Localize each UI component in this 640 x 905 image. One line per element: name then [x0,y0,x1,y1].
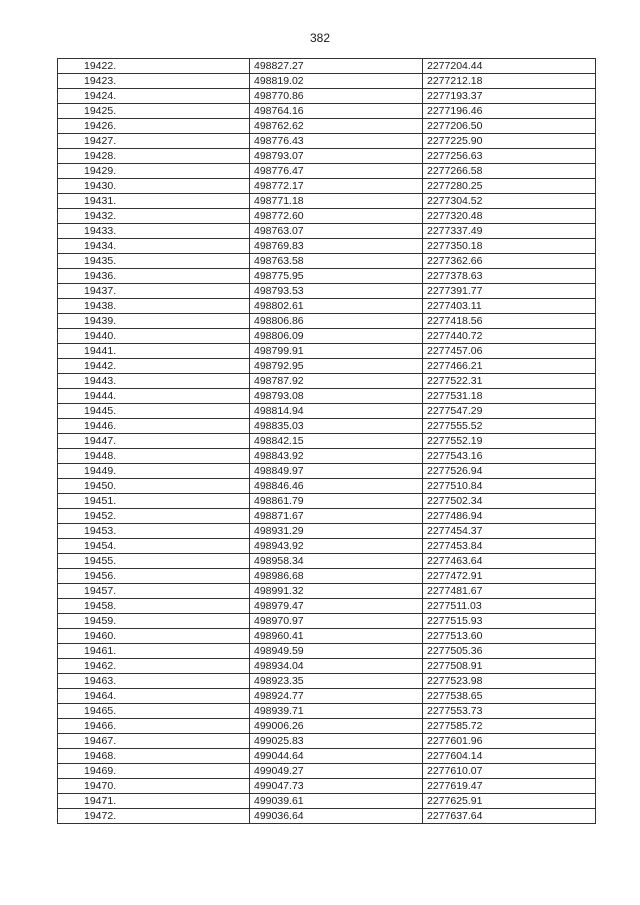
point-number-cell: 19455. [58,554,250,569]
x-coordinate-cell: 498776.43 [250,134,423,149]
x-coordinate-cell: 498763.07 [250,224,423,239]
table-row [58,374,596,389]
table-row [58,704,596,719]
x-coordinate-cell: 499006.26 [250,719,423,734]
table-row [58,404,596,419]
y-coordinate-cell: 2277511.03 [423,599,596,614]
table-row [58,329,596,344]
y-coordinate-cell: 2277212.18 [423,74,596,89]
x-coordinate-cell: 498793.07 [250,149,423,164]
coordinates-table [57,58,596,824]
point-number-cell: 19458. [58,599,250,614]
point-number-cell: 19447. [58,434,250,449]
table-row [58,539,596,554]
coordinates-table-body [58,59,596,824]
x-coordinate-cell: 499036.64 [250,809,423,824]
x-coordinate-cell: 498769.83 [250,239,423,254]
y-coordinate-cell: 2277280.25 [423,179,596,194]
x-coordinate-cell: 498943.92 [250,539,423,554]
table-row [58,569,596,584]
x-coordinate-cell: 498843.92 [250,449,423,464]
point-number-cell: 19465. [58,704,250,719]
x-coordinate-cell: 498934.04 [250,659,423,674]
point-number-cell: 19448. [58,449,250,464]
x-coordinate-cell: 499039.61 [250,794,423,809]
table-row [58,284,596,299]
point-number-cell: 19444. [58,389,250,404]
y-coordinate-cell: 2277505.36 [423,644,596,659]
x-coordinate-cell: 498960.41 [250,629,423,644]
point-number-cell: 19451. [58,494,250,509]
x-coordinate-cell: 498772.17 [250,179,423,194]
y-coordinate-cell: 2277610.07 [423,764,596,779]
y-coordinate-cell: 2277547.29 [423,404,596,419]
y-coordinate-cell: 2277481.67 [423,584,596,599]
y-coordinate-cell: 2277403.11 [423,299,596,314]
x-coordinate-cell: 498979.47 [250,599,423,614]
x-coordinate-cell: 499025.83 [250,734,423,749]
y-coordinate-cell: 2277266.58 [423,164,596,179]
x-coordinate-cell: 498793.08 [250,389,423,404]
point-number-cell: 19439. [58,314,250,329]
y-coordinate-cell: 2277604.14 [423,749,596,764]
point-number-cell: 19427. [58,134,250,149]
y-coordinate-cell: 2277457.06 [423,344,596,359]
table-row [58,119,596,134]
y-coordinate-cell: 2277391.77 [423,284,596,299]
y-coordinate-cell: 2277523.98 [423,674,596,689]
table-row [58,134,596,149]
x-coordinate-cell: 498931.29 [250,524,423,539]
point-number-cell: 19469. [58,764,250,779]
point-number-cell: 19443. [58,374,250,389]
table-row [58,554,596,569]
y-coordinate-cell: 2277552.19 [423,434,596,449]
y-coordinate-cell: 2277538.65 [423,689,596,704]
x-coordinate-cell: 498871.67 [250,509,423,524]
x-coordinate-cell: 498958.34 [250,554,423,569]
table-row [58,74,596,89]
x-coordinate-cell: 498923.35 [250,674,423,689]
table-row [58,629,596,644]
point-number-cell: 19437. [58,284,250,299]
y-coordinate-cell: 2277472.91 [423,569,596,584]
point-number-cell: 19456. [58,569,250,584]
table-row [58,689,596,704]
point-number-cell: 19454. [58,539,250,554]
x-coordinate-cell: 498775.95 [250,269,423,284]
table-row [58,419,596,434]
x-coordinate-cell: 498842.15 [250,434,423,449]
table-row [58,209,596,224]
y-coordinate-cell: 2277225.90 [423,134,596,149]
y-coordinate-cell: 2277320.48 [423,209,596,224]
table-row [58,509,596,524]
point-number-cell: 19446. [58,419,250,434]
table-row [58,299,596,314]
table-row [58,749,596,764]
x-coordinate-cell: 498772.60 [250,209,423,224]
point-number-cell: 19464. [58,689,250,704]
point-number-cell: 19428. [58,149,250,164]
point-number-cell: 19433. [58,224,250,239]
point-number-cell: 19432. [58,209,250,224]
table-row [58,719,596,734]
x-coordinate-cell: 498792.95 [250,359,423,374]
point-number-cell: 19468. [58,749,250,764]
y-coordinate-cell: 2277553.73 [423,704,596,719]
x-coordinate-cell: 498770.86 [250,89,423,104]
table-row [58,599,596,614]
point-number-cell: 19431. [58,194,250,209]
point-number-cell: 19430. [58,179,250,194]
y-coordinate-cell: 2277378.63 [423,269,596,284]
table-row [58,359,596,374]
y-coordinate-cell: 2277531.18 [423,389,596,404]
x-coordinate-cell: 498802.61 [250,299,423,314]
table-row [58,224,596,239]
table-row [58,794,596,809]
table-row [58,269,596,284]
x-coordinate-cell: 498806.86 [250,314,423,329]
x-coordinate-cell: 498819.02 [250,74,423,89]
y-coordinate-cell: 2277510.84 [423,479,596,494]
y-coordinate-cell: 2277526.94 [423,464,596,479]
y-coordinate-cell: 2277585.72 [423,719,596,734]
x-coordinate-cell: 498970.97 [250,614,423,629]
point-number-cell: 19457. [58,584,250,599]
x-coordinate-cell: 498991.32 [250,584,423,599]
x-coordinate-cell: 498799.91 [250,344,423,359]
table-row [58,674,596,689]
point-number-cell: 19436. [58,269,250,284]
point-number-cell: 19424. [58,89,250,104]
y-coordinate-cell: 2277304.52 [423,194,596,209]
point-number-cell: 19435. [58,254,250,269]
table-row [58,524,596,539]
table-row [58,494,596,509]
x-coordinate-cell: 498762.62 [250,119,423,134]
y-coordinate-cell: 2277601.96 [423,734,596,749]
y-coordinate-cell: 2277466.21 [423,359,596,374]
table-row [58,479,596,494]
point-number-cell: 19452. [58,509,250,524]
table-row [58,809,596,824]
y-coordinate-cell: 2277555.52 [423,419,596,434]
table-row [58,149,596,164]
y-coordinate-cell: 2277440.72 [423,329,596,344]
point-number-cell: 19463. [58,674,250,689]
table-row [58,779,596,794]
y-coordinate-cell: 2277193.37 [423,89,596,104]
table-row [58,344,596,359]
point-number-cell: 19438. [58,299,250,314]
y-coordinate-cell: 2277453.84 [423,539,596,554]
table-row [58,584,596,599]
point-number-cell: 19441. [58,344,250,359]
x-coordinate-cell: 498849.97 [250,464,423,479]
point-number-cell: 19449. [58,464,250,479]
x-coordinate-cell: 498814.94 [250,404,423,419]
y-coordinate-cell: 2277204.44 [423,59,596,74]
table-row [58,179,596,194]
point-number-cell: 19440. [58,329,250,344]
point-number-cell: 19472. [58,809,250,824]
y-coordinate-cell: 2277502.34 [423,494,596,509]
point-number-cell: 19453. [58,524,250,539]
point-number-cell: 19466. [58,719,250,734]
table-row [58,464,596,479]
table-row [58,449,596,464]
y-coordinate-cell: 2277508.91 [423,659,596,674]
y-coordinate-cell: 2277625.91 [423,794,596,809]
point-number-cell: 19425. [58,104,250,119]
point-number-cell: 19470. [58,779,250,794]
table-row [58,734,596,749]
table-row [58,194,596,209]
point-number-cell: 19461. [58,644,250,659]
table-row [58,254,596,269]
y-coordinate-cell: 2277637.64 [423,809,596,824]
y-coordinate-cell: 2277337.49 [423,224,596,239]
x-coordinate-cell: 499044.64 [250,749,423,764]
x-coordinate-cell: 498924.77 [250,689,423,704]
y-coordinate-cell: 2277619.47 [423,779,596,794]
table-row [58,164,596,179]
y-coordinate-cell: 2277362.66 [423,254,596,269]
table-row [58,434,596,449]
table-row [58,89,596,104]
x-coordinate-cell: 499049.27 [250,764,423,779]
x-coordinate-cell: 498776.47 [250,164,423,179]
y-coordinate-cell: 2277454.37 [423,524,596,539]
point-number-cell: 19450. [58,479,250,494]
y-coordinate-cell: 2277206.50 [423,119,596,134]
y-coordinate-cell: 2277515.93 [423,614,596,629]
x-coordinate-cell: 498793.53 [250,284,423,299]
table-row [58,104,596,119]
table-row [58,659,596,674]
x-coordinate-cell: 498787.92 [250,374,423,389]
y-coordinate-cell: 2277522.31 [423,374,596,389]
y-coordinate-cell: 2277256.63 [423,149,596,164]
table-row [58,764,596,779]
x-coordinate-cell: 498986.68 [250,569,423,584]
point-number-cell: 19459. [58,614,250,629]
x-coordinate-cell: 499047.73 [250,779,423,794]
point-number-cell: 19426. [58,119,250,134]
table-row [58,59,596,74]
y-coordinate-cell: 2277418.56 [423,314,596,329]
x-coordinate-cell: 498763.58 [250,254,423,269]
y-coordinate-cell: 2277543.16 [423,449,596,464]
y-coordinate-cell: 2277350.18 [423,239,596,254]
point-number-cell: 19429. [58,164,250,179]
x-coordinate-cell: 498949.59 [250,644,423,659]
y-coordinate-cell: 2277486.94 [423,509,596,524]
point-number-cell: 19467. [58,734,250,749]
x-coordinate-cell: 498806.09 [250,329,423,344]
page-number: 382 [309,31,331,45]
table-row [58,644,596,659]
x-coordinate-cell: 498861.79 [250,494,423,509]
point-number-cell: 19445. [58,404,250,419]
x-coordinate-cell: 498827.27 [250,59,423,74]
x-coordinate-cell: 498846.46 [250,479,423,494]
point-number-cell: 19460. [58,629,250,644]
y-coordinate-cell: 2277463.64 [423,554,596,569]
x-coordinate-cell: 498764.16 [250,104,423,119]
x-coordinate-cell: 498939.71 [250,704,423,719]
y-coordinate-cell: 2277196.46 [423,104,596,119]
table-row [58,614,596,629]
point-number-cell: 19434. [58,239,250,254]
table-row [58,239,596,254]
table-row [58,389,596,404]
table-row [58,314,596,329]
point-number-cell: 19442. [58,359,250,374]
x-coordinate-cell: 498835.03 [250,419,423,434]
point-number-cell: 19422. [58,59,250,74]
y-coordinate-cell: 2277513.60 [423,629,596,644]
point-number-cell: 19471. [58,794,250,809]
point-number-cell: 19462. [58,659,250,674]
x-coordinate-cell: 498771.18 [250,194,423,209]
point-number-cell: 19423. [58,74,250,89]
